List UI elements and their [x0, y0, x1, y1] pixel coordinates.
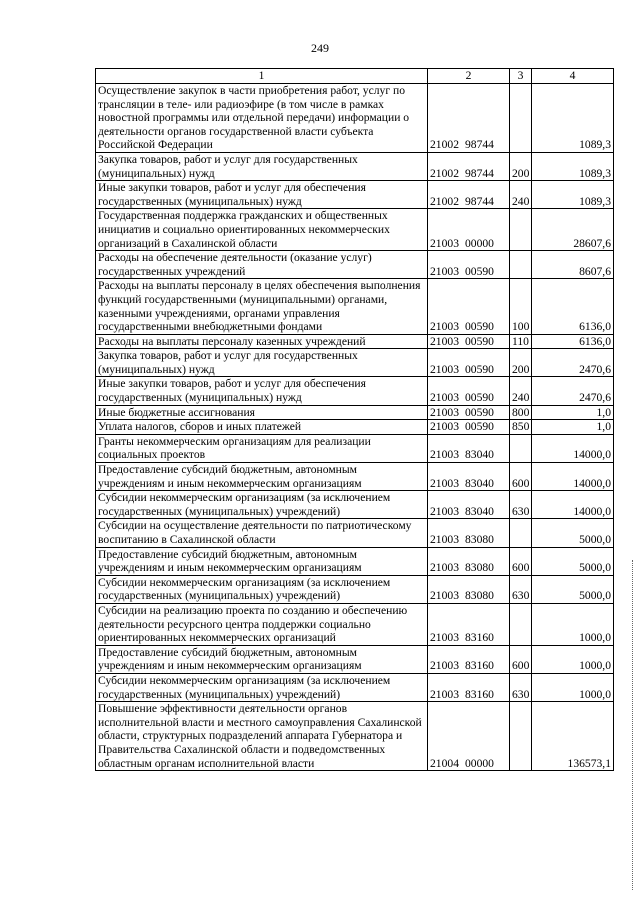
row-description: Предоставление субсидий бюджетным, автономным учреждениям и иным некоммерческим организациям	[96, 547, 428, 575]
row-description: Предоставление субсидий бюджетным, автономным учреждениям и иным некоммерческим организациям	[96, 463, 428, 491]
row-description: Иные бюджетные ассигнования	[96, 405, 428, 420]
row-code-program: 21003	[430, 448, 459, 462]
row-code-program: 21003	[430, 264, 459, 278]
row-code	[428, 420, 510, 435]
row-code-item: 00590	[464, 391, 494, 405]
row-code-item: 83160	[464, 659, 494, 673]
row-code-program: 21003	[430, 391, 459, 405]
row-expense-type: 600	[510, 463, 532, 491]
row-code-program: 21003	[430, 659, 459, 673]
row-description: Субсидии некоммерческим организациям (за исключением государственных (муниципальных) учреждений)	[96, 575, 428, 603]
table-row	[96, 279, 614, 334]
row-amount: 1000,0	[532, 603, 614, 645]
page-edge-artifact	[632, 560, 636, 890]
row-code-item: 98744	[464, 166, 494, 180]
row-code	[428, 519, 510, 547]
row-expense-type	[510, 702, 532, 771]
row-code	[428, 251, 510, 279]
row-code-program: 21003	[430, 362, 459, 376]
row-code-item: 83080	[464, 533, 494, 546]
row-code-item: 83080	[464, 589, 494, 603]
row-description: Субсидии некоммерческим организациям (за исключением государственных (муниципальных) учреждений)	[96, 491, 428, 519]
row-code-program: 21003	[430, 476, 459, 490]
row-code-item: 98744	[464, 194, 494, 208]
row-expense-type	[510, 251, 532, 279]
row-amount: 5000,0	[532, 575, 614, 603]
row-description: Гранты некоммерческим организациям для реализации социальных проектов	[96, 434, 428, 462]
row-code	[428, 434, 510, 462]
row-code-program: 21003	[430, 561, 459, 575]
row-expense-type: 200	[510, 349, 532, 377]
table-row	[96, 181, 614, 209]
row-code	[428, 209, 510, 251]
table-row	[96, 673, 614, 701]
row-amount: 8607,6	[532, 251, 614, 279]
row-amount: 1,0	[532, 420, 614, 435]
row-description: Расходы на обеспечение деятельности (оказание услуг) государственных учреждений	[96, 251, 428, 279]
row-code	[428, 575, 510, 603]
page-number: 249	[311, 41, 329, 55]
row-code	[428, 463, 510, 491]
row-expense-type	[510, 434, 532, 462]
table-row	[96, 519, 614, 547]
row-description: Закупка товаров, работ и услуг для государственных (муниципальных) нужд	[96, 152, 428, 180]
row-expense-type: 800	[510, 405, 532, 420]
row-code-program: 21002	[430, 194, 459, 208]
row-description: Повышение эффективности деятельности органов исполнительной власти и местного самоуправления Сахалинской области, структурных подразделений аппарата Губернатора и Правительства Сахалинской области и подведомственных областным органам исполнительной власти	[96, 702, 428, 771]
row-amount: 14000,0	[532, 434, 614, 462]
row-code	[428, 603, 510, 645]
row-code-item: 00590	[464, 264, 494, 278]
row-description: Расходы на выплаты персоналу в целях обеспечения выполнения функций государственными (муниципальными) органами, казенными учреждениями, органами управления государственными внебюджетными фондами	[96, 279, 428, 334]
row-expense-type: 630	[510, 575, 532, 603]
table-row	[96, 334, 614, 349]
row-expense-type	[510, 519, 532, 547]
row-description: Осуществление закупок в части приобретения работ, услуг по трансляции в теле- или радиоэфире (в том числе в рамках новостной программы или отдельной передачи) информации о деятельности органов государственной власти субъекта Российской Федерации	[96, 84, 428, 153]
row-description: Расходы на выплаты персоналу казенных учреждений	[96, 334, 428, 349]
row-expense-type: 200	[510, 152, 532, 180]
row-expense-type: 110	[510, 334, 532, 349]
row-code-item: 83160	[464, 631, 494, 645]
row-code	[428, 547, 510, 575]
row-description: Государственная поддержка гражданских и общественных инициатив и социально ориентированных некоммерческих организаций в Сахалинской области	[96, 209, 428, 251]
row-code-program: 21003	[430, 504, 459, 518]
row-code	[428, 349, 510, 377]
row-expense-type: 100	[510, 279, 532, 334]
header-col-3: 3	[510, 69, 532, 84]
row-amount: 1089,3	[532, 181, 614, 209]
row-expense-type: 600	[510, 645, 532, 673]
row-code	[428, 334, 510, 349]
row-code-program: 21003	[430, 405, 459, 419]
row-code-item: 83160	[464, 687, 494, 701]
row-amount: 6136,0	[532, 334, 614, 349]
table-row	[96, 251, 614, 279]
row-code-item: 00000	[464, 756, 494, 770]
table-row	[96, 152, 614, 180]
row-code	[428, 405, 510, 420]
row-amount: 14000,0	[532, 491, 614, 519]
row-code-program: 21003	[430, 236, 459, 250]
row-code	[428, 673, 510, 701]
row-expense-type: 630	[510, 491, 532, 519]
row-code-item: 00590	[464, 405, 494, 419]
row-code	[428, 645, 510, 673]
table-row	[96, 491, 614, 519]
row-code-item: 00590	[464, 420, 494, 434]
table-row	[96, 84, 614, 153]
header-row	[96, 69, 614, 84]
row-code	[428, 491, 510, 519]
table-body	[96, 84, 614, 771]
table-row	[96, 547, 614, 575]
table-row	[96, 349, 614, 377]
row-description: Предоставление субсидий бюджетным, автономным учреждениям и иным некоммерческим организациям	[96, 645, 428, 673]
table-row	[96, 463, 614, 491]
row-amount: 136573,1	[532, 702, 614, 771]
row-code-item: 00590	[464, 320, 494, 334]
table-row	[96, 702, 614, 771]
row-amount: 1000,0	[532, 645, 614, 673]
row-expense-type	[510, 209, 532, 251]
table-row	[96, 420, 614, 435]
row-expense-type: 240	[510, 377, 532, 405]
row-description: Субсидии некоммерческим организациям (за исключением государственных (муниципальных) учреждений)	[96, 673, 428, 701]
row-amount: 1000,0	[532, 673, 614, 701]
table-row	[96, 434, 614, 462]
row-description: Субсидии на осуществление деятельности по патриотическому воспитанию в Сахалинской области	[96, 519, 428, 547]
table-row	[96, 377, 614, 405]
row-code-program: 21003	[430, 320, 459, 334]
row-amount: 1089,3	[532, 84, 614, 153]
row-code-item: 83080	[464, 561, 494, 575]
row-code-item: 00590	[464, 334, 494, 348]
row-code	[428, 279, 510, 334]
row-amount: 5000,0	[532, 547, 614, 575]
row-code-program: 21002	[430, 138, 459, 152]
row-code-item: 98744	[464, 138, 494, 152]
row-code	[428, 84, 510, 153]
row-expense-type: 600	[510, 547, 532, 575]
row-code-program: 21003	[430, 589, 459, 603]
row-amount: 1089,3	[532, 152, 614, 180]
row-amount: 2470,6	[532, 349, 614, 377]
table-row	[96, 603, 614, 645]
row-amount: 14000,0	[532, 463, 614, 491]
row-code-program: 21003	[430, 687, 459, 701]
row-code	[428, 181, 510, 209]
row-code-program: 21003	[430, 334, 459, 348]
row-code-item: 83040	[464, 476, 494, 490]
row-description: Уплата налогов, сборов и иных платежей	[96, 420, 428, 435]
row-amount: 28607,6	[532, 209, 614, 251]
row-amount: 6136,0	[532, 279, 614, 334]
row-description: Закупка товаров, работ и услуг для государственных (муниципальных) нужд	[96, 349, 428, 377]
row-amount: 2470,6	[532, 377, 614, 405]
row-expense-type: 240	[510, 181, 532, 209]
table-row	[96, 405, 614, 420]
row-code-item: 83040	[464, 448, 494, 462]
row-code-program: 21003	[430, 533, 459, 546]
row-expense-type	[510, 84, 532, 153]
row-expense-type: 850	[510, 420, 532, 435]
header-col-1: 1	[96, 69, 428, 84]
row-code	[428, 377, 510, 405]
row-code-program: 21003	[430, 420, 459, 434]
table-row	[96, 209, 614, 251]
row-code-program: 21004	[430, 756, 459, 770]
row-expense-type: 630	[510, 673, 532, 701]
row-description: Иные закупки товаров, работ и услуг для обеспечения государственных (муниципальных) нужд	[96, 181, 428, 209]
row-description: Субсидии на реализацию проекта по созданию и обеспечению деятельности ресурсного центра поддержки социально ориентированных некоммерческих организаций	[96, 603, 428, 645]
row-code-program: 21002	[430, 166, 459, 180]
row-amount: 1,0	[532, 405, 614, 420]
row-code-program: 21003	[430, 631, 459, 645]
row-code-item: 83040	[464, 504, 494, 518]
header-col-4: 4	[532, 69, 614, 84]
row-code	[428, 152, 510, 180]
header-col-2: 2	[428, 69, 510, 84]
row-code	[428, 702, 510, 771]
row-description: Иные закупки товаров, работ и услуг для обеспечения государственных (муниципальных) нужд	[96, 377, 428, 405]
row-code-item: 00000	[464, 236, 494, 250]
row-amount: 5000,0	[532, 519, 614, 547]
table-row	[96, 645, 614, 673]
budget-table	[95, 68, 614, 771]
row-expense-type	[510, 603, 532, 645]
table-row	[96, 575, 614, 603]
row-code-item: 00590	[464, 362, 494, 376]
